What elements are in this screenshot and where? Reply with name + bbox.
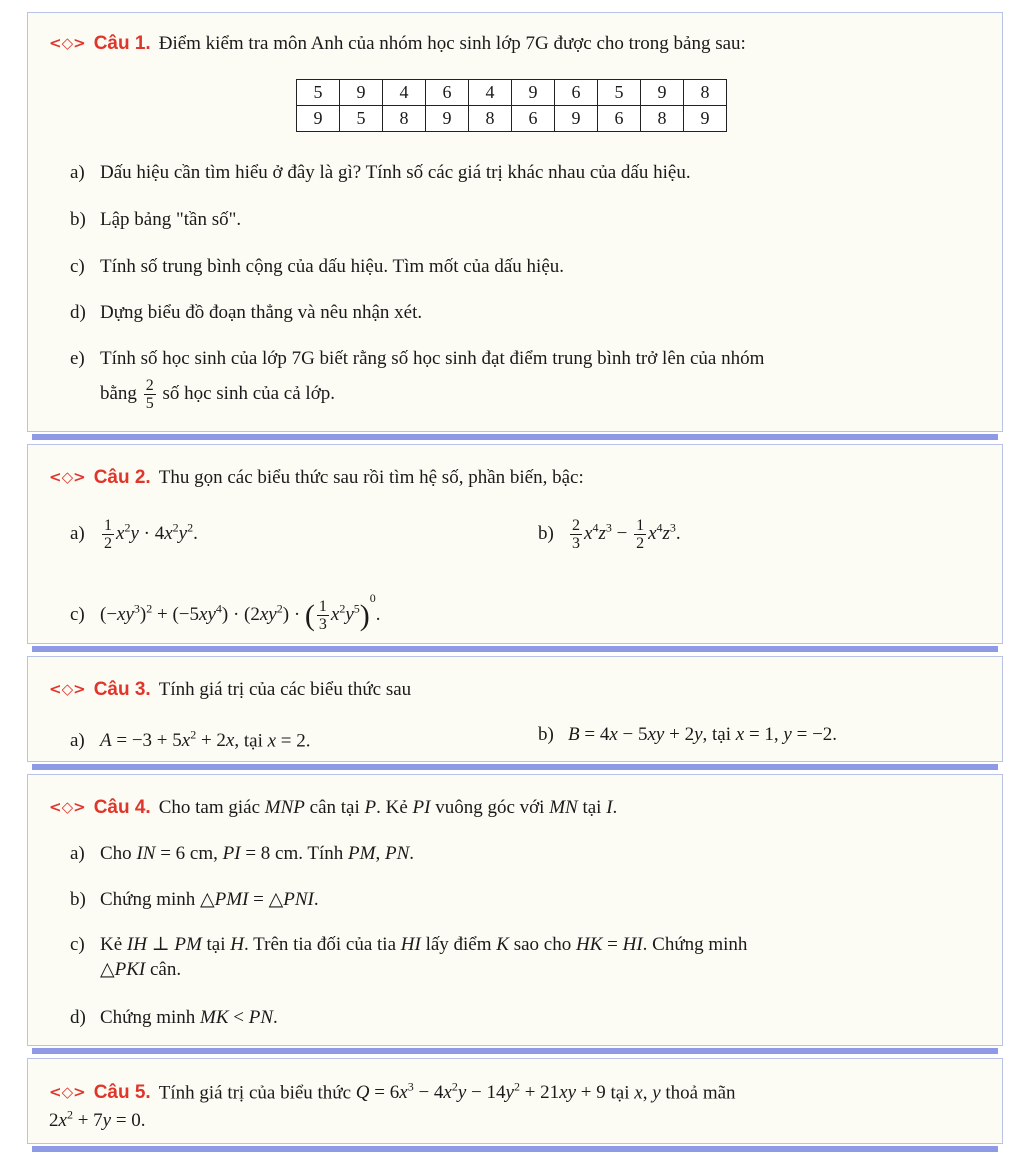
item-text: tại <box>243 730 263 752</box>
item-text: Cho tam giác <box>158 797 261 818</box>
question-2-item-a <box>70 505 198 557</box>
table-cell: 8 <box>641 106 684 132</box>
item-text: Cho <box>100 843 132 864</box>
math-expression: △PMI = △PNI. <box>200 889 319 910</box>
item-text: Dấu hiệu cần tìm hiểu ở đây là gì? Tính số các giá trị khác nhau của dấu hiệu. <box>100 162 691 183</box>
question-1-label: Câu 1. <box>93 33 151 54</box>
item-label: c) <box>70 604 85 625</box>
item-label: a) <box>70 843 85 864</box>
item-text: . Kẻ <box>376 797 408 818</box>
item-text: Chứng minh <box>100 1007 196 1028</box>
item-text: vuông góc với <box>435 797 545 818</box>
question-2-item-c <box>70 573 381 641</box>
item-text: lấy điểm <box>425 934 492 955</box>
question-3-text: Tính giá trị của các biểu thức sau <box>158 679 412 700</box>
question-1-item-c <box>70 255 564 279</box>
fraction-numerator: 1 <box>104 517 112 535</box>
item-text: sao cho <box>513 934 572 955</box>
item-label: b) <box>538 724 554 745</box>
question-1-item-e-line2 <box>100 371 335 417</box>
fraction-denominator: 5 <box>145 395 154 413</box>
math-expression: x, y <box>634 1082 661 1104</box>
question-1-card <box>27 12 1003 432</box>
item-label: a) <box>70 162 85 183</box>
fraction-denominator: 3 <box>318 616 327 634</box>
question-5-line2 <box>49 1103 146 1133</box>
diamond-arrows-icon: <◇> <box>49 680 86 698</box>
math-expression: PM, PN. <box>348 843 415 864</box>
math-expression: $A = -3 + 5x^2 + 2x$, <box>100 728 244 752</box>
table-cell: 5 <box>340 106 383 132</box>
score-table <box>296 79 727 132</box>
item-text: Tính số trung bình cộng của dấu hiệu. Tìm mốt của dấu hiệu. <box>100 256 564 277</box>
item-label: a) <box>70 730 85 752</box>
fraction-numerator: 1 <box>318 598 327 616</box>
table-cell: 8 <box>684 80 727 106</box>
fraction <box>144 377 156 412</box>
table-cell: 9 <box>512 80 555 106</box>
item-text: tại <box>610 1082 630 1104</box>
item-text: Kẻ <box>100 934 123 955</box>
item-text: cân. <box>149 959 182 980</box>
item-text: thoả mãn <box>665 1082 736 1104</box>
fraction <box>317 598 329 633</box>
math-expression: IH ⊥ PM <box>126 934 202 955</box>
item-text: . Chứng minh <box>642 934 748 955</box>
item-label: e) <box>70 348 85 369</box>
fraction <box>102 517 114 552</box>
table-cell: 9 <box>684 106 727 132</box>
question-3-card <box>27 656 1003 762</box>
question-1-item-b <box>70 208 241 232</box>
table-cell: 6 <box>512 106 555 132</box>
question-3-label: Câu 3. <box>93 679 151 700</box>
table-cell: 6 <box>555 80 598 106</box>
question-2-item-b <box>538 505 681 557</box>
math-expression: MK < PN. <box>200 1007 278 1028</box>
item-text: cân tại <box>309 797 360 818</box>
table-cell: 9 <box>426 106 469 132</box>
question-2-label: Câu 2. <box>93 467 151 488</box>
table-row <box>297 80 727 106</box>
section-divider <box>32 1146 998 1152</box>
item-text: số học sinh của cả lớp. <box>162 383 335 404</box>
table-cell: 4 <box>383 80 426 106</box>
math-expression: △PKI <box>100 959 146 980</box>
item-text: Chứng minh <box>100 889 196 910</box>
item-text: bằng <box>100 383 137 404</box>
question-4-item-d <box>70 1006 278 1030</box>
math-expression: $(-xy^3)^2 + (-5xy^4) \cdot (2xy^2)$ · ( $\frac{1}{3}$ $x^2y^5)^0$. <box>100 591 381 634</box>
math-expression: $2x^2 + 7y = 0$. <box>49 1108 146 1132</box>
table-cell: 9 <box>297 106 340 132</box>
table-cell: 6 <box>426 80 469 106</box>
item-text: Tính số học sinh của lớp 7G biết rằng số học sinh đạt điểm trung bình trở lên của nhóm <box>100 348 765 369</box>
question-1-text: Điểm kiểm tra môn Anh của nhóm học sinh lớp 7G được cho trong bảng sau: <box>158 33 746 54</box>
item-text: Dựng biểu đồ đoạn thẳng và nêu nhận xét. <box>100 302 423 323</box>
question-3-item-a <box>70 723 311 753</box>
question-4-item-c-line2 <box>100 958 181 982</box>
fraction-numerator: 2 <box>572 517 580 535</box>
math-expression: $Q = 6x^3 - 4x^2y - 14y^2 + 21xy + 9$ <box>355 1080 606 1104</box>
item-label: b) <box>70 889 86 910</box>
item-label: d) <box>70 1007 86 1028</box>
table-cell: 8 <box>383 106 426 132</box>
item-label: b) <box>70 209 86 230</box>
item-label: d) <box>70 302 86 323</box>
section-divider <box>32 764 998 770</box>
item-text: . Tính <box>298 843 344 864</box>
section-divider <box>32 434 998 440</box>
math-expression: $\frac{1}{2}$ $x^2y \cdot 4x^2y^2$. <box>104 517 198 553</box>
table-cell: 9 <box>555 106 598 132</box>
fraction <box>570 517 582 552</box>
diamond-arrows-icon: <◇> <box>49 798 86 816</box>
fraction-denominator: 3 <box>572 535 580 553</box>
table-cell: 5 <box>598 80 641 106</box>
math-expression: HK = HI <box>575 934 643 955</box>
table-cell: 8 <box>469 106 512 132</box>
question-4-heading: <◇> Câu 4. Cho tam giác MNP cân tại P. Kẻ PI vuông góc với MN tại I. <box>49 797 618 818</box>
section-divider <box>32 1048 998 1054</box>
question-1-heading <box>49 31 746 56</box>
question-1-item-d <box>70 301 422 325</box>
math-expression: x = 1, y = −2. <box>735 724 838 745</box>
question-3-heading <box>49 677 411 702</box>
diamond-arrows-icon: <◇> <box>49 1083 86 1102</box>
item-text: Lập bảng "tần số". <box>100 209 242 230</box>
math-expression: B = 4x − 5xy + 2y, <box>568 724 713 745</box>
question-5-label: Câu 5. <box>93 1082 151 1104</box>
question-5-card <box>27 1058 1003 1144</box>
question-3-item-b <box>538 723 837 747</box>
table-cell: 5 <box>297 80 340 106</box>
item-text: tại <box>206 934 226 955</box>
table-cell: 6 <box>598 106 641 132</box>
question-4-card <box>27 774 1003 1046</box>
table-cell: 4 <box>469 80 512 106</box>
question-4-item-b <box>70 888 319 912</box>
table-cell: 9 <box>641 80 684 106</box>
table-row <box>297 106 727 132</box>
item-text: . Trên tia đối của tia <box>244 934 396 955</box>
diamond-arrows-icon: <◇> <box>49 468 86 486</box>
question-2-heading <box>49 465 584 490</box>
item-label: c) <box>70 934 85 955</box>
section-divider <box>32 646 998 652</box>
math-expression: IN = 6 cm, PI = 8 cm <box>136 843 299 864</box>
fraction-numerator: 1 <box>636 517 645 535</box>
item-label: c) <box>70 256 85 277</box>
question-1-item-e <box>70 347 764 371</box>
question-2-card <box>27 444 1003 644</box>
fraction <box>634 517 646 552</box>
item-text: tại <box>582 797 602 818</box>
question-2-text: Thu gọn các biểu thức sau rồi tìm hệ số, phần biến, bậc: <box>158 467 584 488</box>
question-5-heading <box>49 1075 736 1105</box>
math-expression: $\frac{2}{3}$ $x^4z^3$ − $\frac{1}{2}$ $x^4z^3$. <box>572 517 681 553</box>
item-label: a) <box>70 523 85 545</box>
fraction-denominator: 2 <box>104 535 112 553</box>
question-4-item-a <box>70 842 414 866</box>
math-expression: x = 2. <box>267 730 311 752</box>
item-text: Tính giá trị của biểu thức <box>158 1082 352 1104</box>
question-1-item-a <box>70 161 691 185</box>
diamond-arrows-icon: <◇> <box>49 34 86 52</box>
fraction-numerator: 2 <box>145 377 154 395</box>
question-4-item-c: c) Kẻ IH ⊥ PM tại H. Trên tia đối của tia HI lấy điểm K sao cho HK = HI. Chứng minh <box>70 934 748 955</box>
item-label: b) <box>538 523 554 545</box>
table-cell: 9 <box>340 80 383 106</box>
question-4-label: Câu 4. <box>93 797 151 818</box>
item-text: tại <box>712 724 732 745</box>
fraction-denominator: 2 <box>636 535 645 553</box>
